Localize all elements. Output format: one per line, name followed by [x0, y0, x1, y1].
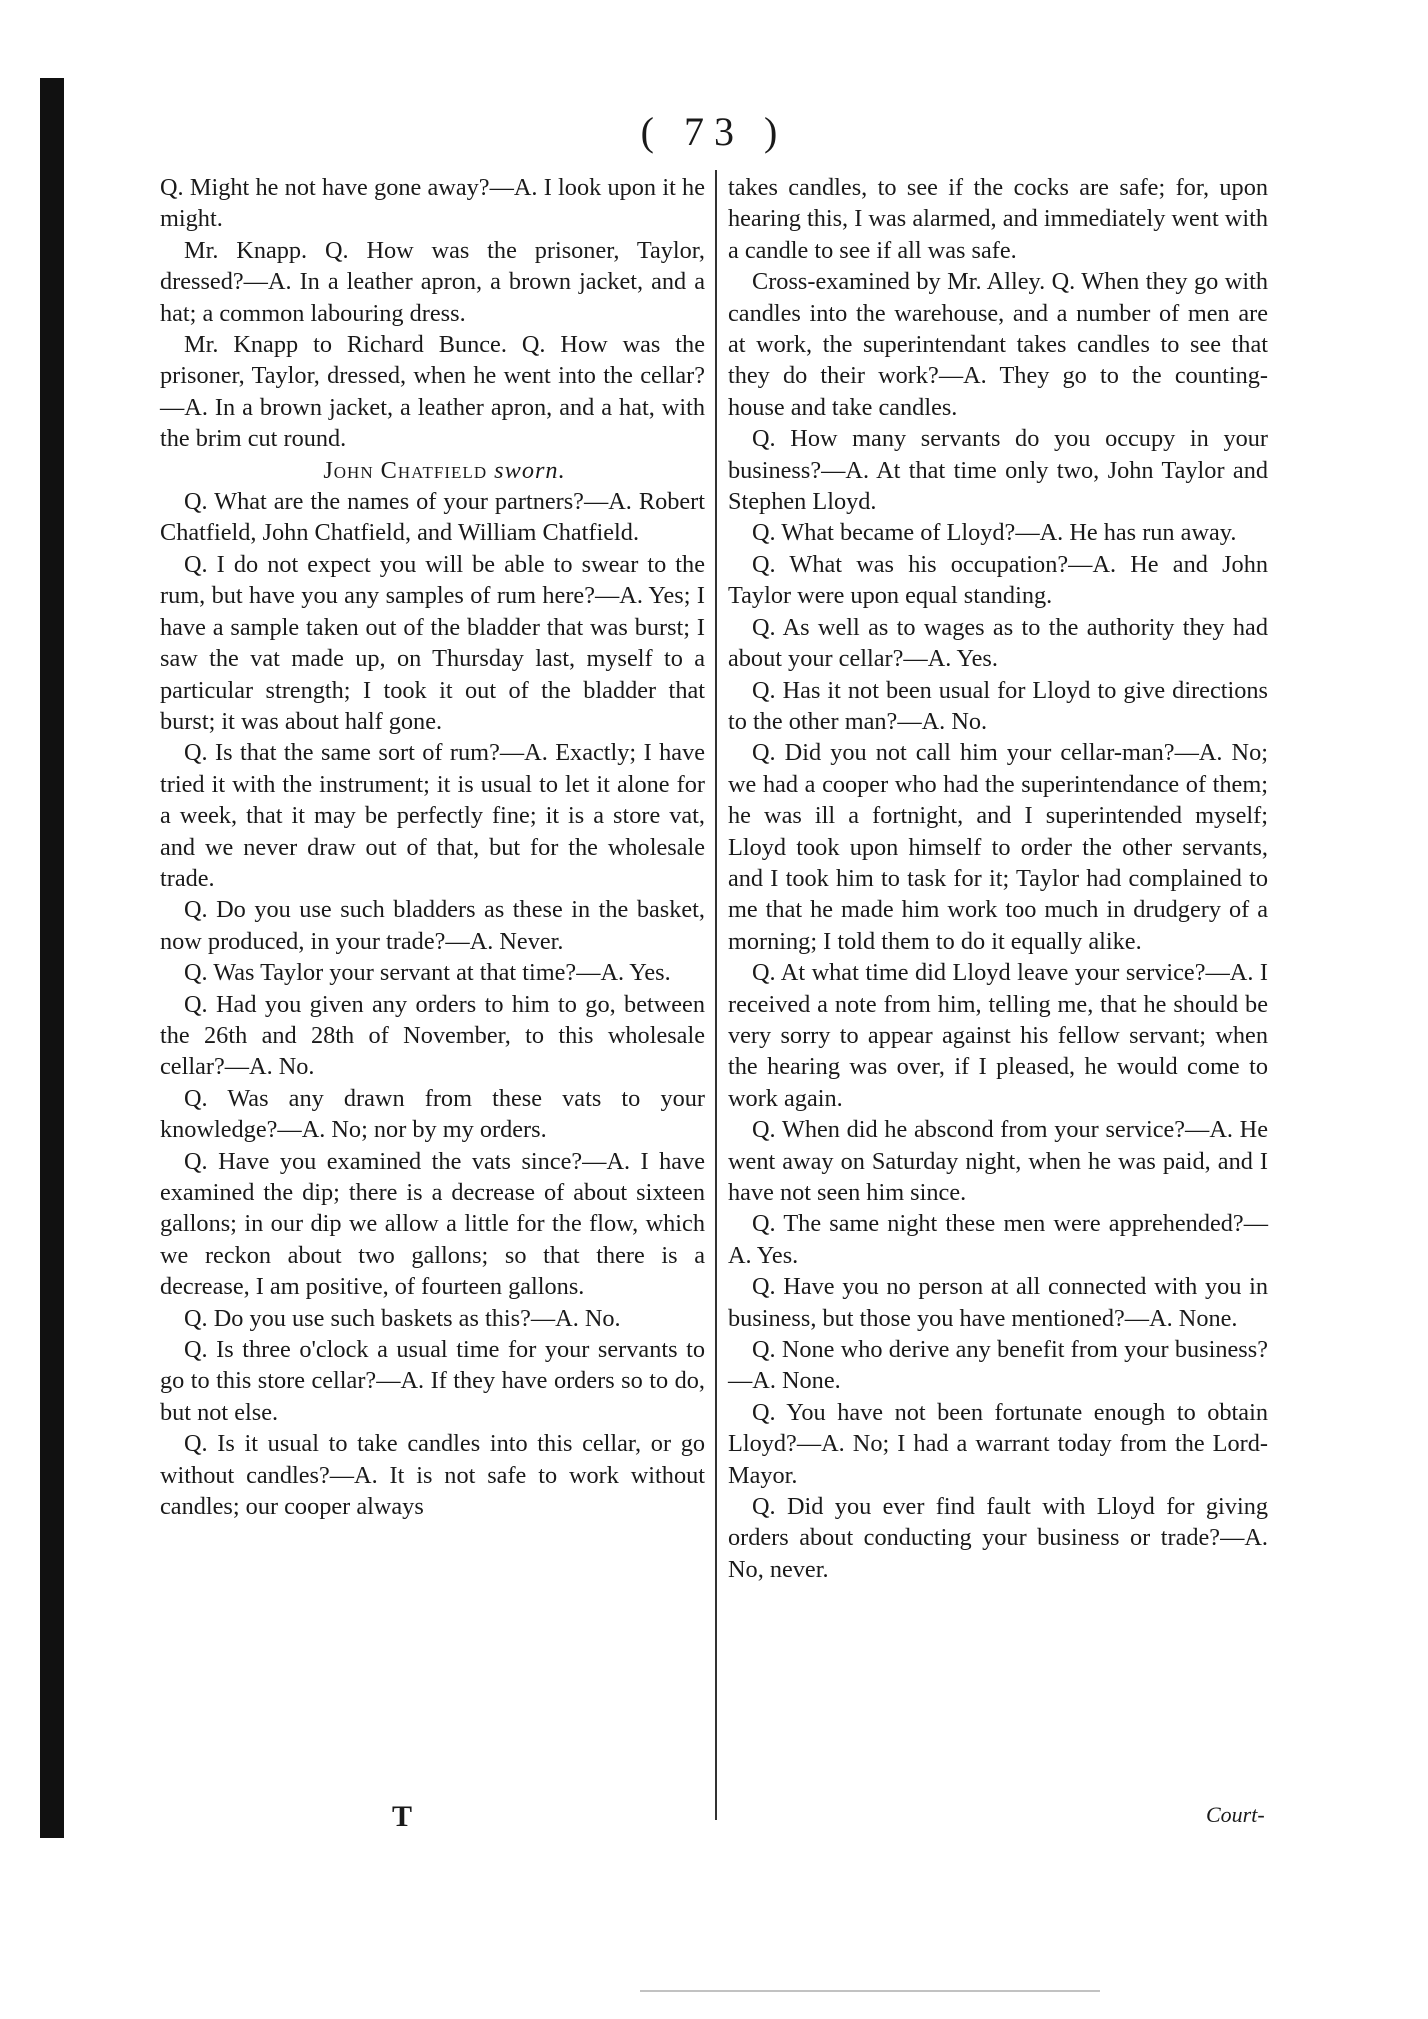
- paragraph: Q. Has it not been usual for Lloyd to give directions to the other man?—A. No.: [728, 676, 1268, 735]
- paragraph: Q. Is three o'clock a usual time for your servants to go to this store cellar?—A. If they have orders so to do, but not else.: [160, 1336, 705, 1426]
- paragraph: Q. Was Taylor your servant at that time?—A. Yes.: [184, 959, 671, 987]
- paragraph: Q. Do you use such bladders as these in the basket, now produced, in your trade?—A. Never.: [160, 896, 705, 955]
- paragraph: Q. What was his occupation?—A. He and John Taylor were upon equal standing.: [728, 550, 1268, 610]
- paragraph: takes candles, to see if the cocks are safe; for, upon hearing this, I was alarmed, and immediately went with a candle to see if all was safe.: [728, 174, 1268, 264]
- paragraph: Q. Did you ever find fault with Lloyd for giving orders about conducting your business or trade?—A. No, never.: [728, 1493, 1268, 1583]
- paragraph: Q. What became of Lloyd?—A. He has run away.: [752, 519, 1237, 547]
- paragraph: Mr. Knapp to Richard Bunce. Q. How was the prisoner, Taylor, dressed, when he went into the cellar?—A. In a brown jacket, a leather apron, and a hat, with the brim cut round.: [160, 331, 705, 453]
- paragraph: Q. What are the names of your partners?—A. Robert Chatfield, John Chatfield, and William Chatfield.: [160, 488, 705, 547]
- paragraph: Q. None who derive any benefit from your business?—A. None.: [728, 1336, 1268, 1395]
- paragraph: Q. Did you not call him your cellar-man?—A. No; we had a cooper who had the superintendance of them; he was ill a fortnight, and I superintended myself; Lloyd took upon himself to order the other servants, and I took him to task for it; Taylor had complained to me that he made him work too much in drudgery of a morning; I told them to do it equally alike.: [728, 739, 1268, 955]
- paragraph: Q. Was any drawn from these vats to your knowledge?—A. No; nor by my orders.: [160, 1084, 705, 1144]
- paragraph: Q. Do you use such baskets as this?—A. No.: [184, 1304, 621, 1332]
- paragraph: Cross-examined by Mr. Alley. Q. When they go with candles into the warehouse, and a number of men are at work, the superintendant takes candles to see that they do their work?—A. They go to the counting-house and take candles.: [728, 268, 1268, 421]
- right-column: [728, 172, 1268, 1585]
- column-divider: [715, 170, 717, 1820]
- scan-specks: [640, 1990, 1100, 1992]
- paragraph: Q. Have you examined the vats since?—A. I have examined the dip; there is a decrease of about sixteen gallons; in our dip we allow a little for the flow, which we reckon about two gallons; so that there is a decrease, I am positive, of fourteen gallons.: [160, 1147, 705, 1301]
- sworn-label: sworn.: [494, 456, 566, 484]
- paragraph: Q. I do not expect you will be able to swear to the rum, but have you any samples of rum here?—A. Yes; I have a sample taken out of the bladder that was burst; I saw the vat made up, on Thursday last, myself to a particular strength; I took it out of the bladder that burst; it was about half gone.: [160, 550, 705, 735]
- paragraph: Q. Had you given any orders to him to go, between the 26th and 28th of November, to this wholesale cellar?—A. No.: [160, 990, 705, 1081]
- paragraph: Q. As well as to wages as to the authority they had about your cellar?—A. Yes.: [728, 613, 1268, 673]
- paragraph: Q. Is that the same sort of rum?—A. Exactly; I have tried it with the instrument; it is usual to let it alone for a week, that it may be perfectly fine; it is a store vat, and we never draw out of that, but for the wholesale trade.: [160, 739, 705, 892]
- witness-name: John Chatfield: [323, 456, 488, 484]
- signature-mark: T: [392, 1800, 413, 1833]
- page-number: ( 73 ): [640, 109, 788, 154]
- paragraph: Q. The same night these men were apprehended?—A. Yes.: [728, 1210, 1268, 1269]
- catchword: Court-: [1206, 1802, 1265, 1827]
- paragraph: Q. You have not been fortunate enough to obtain Lloyd?—A. No; I had a warrant today from the Lord-Mayor.: [728, 1398, 1268, 1489]
- paragraph: Q. At what time did Lloyd leave your service?—A. I received a note from him, telling me, that he should be very sorry to appear against his fellow servant; when the hearing was over, if I pleased, he would come to work again.: [728, 959, 1268, 1112]
- paragraph: Q. Might he not have gone away?—A. I look upon it he might.: [160, 174, 705, 233]
- paragraph: Q. When did he abscond from your service?—A. He went away on Saturday night, when he was paid, and I have not seen him since.: [728, 1116, 1268, 1206]
- left-column: [160, 172, 705, 1522]
- paragraph: Q. How many servants do you occupy in your business?—A. At that time only two, John Taylor and Stephen Lloyd.: [728, 425, 1268, 516]
- binding-edge: [40, 78, 64, 1838]
- paragraph: Mr. Knapp. Q. How was the prisoner, Taylor, dressed?—A. In a leather apron, a brown jacket, and a hat; a common labouring dress.: [160, 236, 705, 327]
- paragraph: Q. Have you no person at all connected with you in business, but those you have mentioned?—A. None.: [728, 1273, 1268, 1332]
- paragraph: Q. Is it usual to take candles into this cellar, or go without candles?—A. It is not safe to work without candles; our cooper always: [160, 1430, 705, 1521]
- witness-heading: [160, 455, 705, 486]
